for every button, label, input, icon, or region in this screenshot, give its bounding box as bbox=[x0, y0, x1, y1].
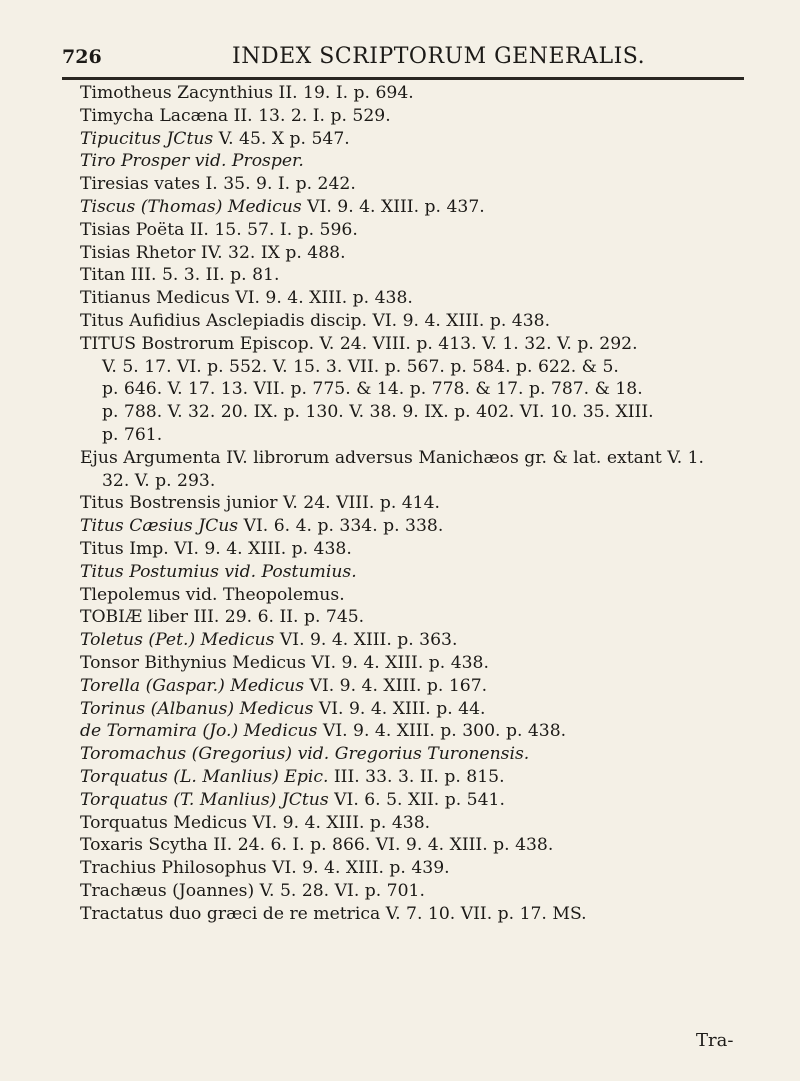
index-entry bbox=[80, 698, 760, 721]
index-entry: Torquatus Medicus VI. 9. 4. XIII. p. 438. bbox=[80, 812, 431, 833]
index-entry bbox=[80, 515, 760, 538]
index-entry: Titus Imp. VI. 9. 4. XIII. p. 438. bbox=[80, 538, 352, 559]
entry-name: Titus Cæsius JCus bbox=[80, 516, 239, 537]
index-entry bbox=[80, 128, 760, 151]
index-entry bbox=[80, 196, 760, 219]
entry-reference: VI. 9. 4. XIII. p. 44. bbox=[313, 698, 486, 719]
entry-reference: VI. 9. 4. XIII. p. 167. bbox=[304, 675, 488, 696]
header-rule bbox=[62, 77, 744, 80]
index-entry: Trachius Philosophus VI. 9. 4. XIII. p. 439. bbox=[80, 858, 450, 879]
entry-name: Tipucitus JCtus bbox=[80, 128, 214, 149]
index-entry: Tractatus duo græci de re metrica V. 7. 10. VII. p. 17. MS. bbox=[80, 903, 587, 924]
index-entry: TOBIÆ liber III. 29. 6. II. p. 745. bbox=[80, 607, 365, 628]
index-entry: p. 646. V. 17. 13. VII. p. 775. & 14. p. 778. & 17. p. 787. & 18. bbox=[102, 379, 643, 400]
index-entry: Toxaris Scytha II. 24. 6. I. p. 866. VI. 9. 4. XIII. p. 438. bbox=[80, 835, 554, 856]
index-entry bbox=[80, 720, 760, 743]
index-entry: TITUS Bostrorum Episcop. V. 24. VIII. p. 413. V. 1. 32. V. p. 292. bbox=[80, 333, 638, 354]
entry-name: Torinus (Albanus) Medicus bbox=[80, 698, 314, 719]
index-entry: Timycha Lacæna II. 13. 2. I. p. 529. bbox=[80, 105, 391, 126]
entry-reference: VI. 9. 4. XIII. p. 437. bbox=[301, 196, 485, 217]
entry-reference: VI. 6. 4. p. 334. p. 338. bbox=[238, 516, 444, 537]
index-entry bbox=[80, 766, 760, 789]
index-entry: Tonsor Bithynius Medicus VI. 9. 4. XIII. p. 438. bbox=[80, 652, 489, 673]
page-number: 726 bbox=[62, 46, 102, 68]
index-entry bbox=[80, 629, 760, 652]
index-entry: Tisias Poëta II. 15. 57. I. p. 596. bbox=[80, 219, 358, 240]
index-entry: Titianus Medicus VI. 9. 4. XIII. p. 438. bbox=[80, 288, 413, 309]
index-entry: Titus Postumius vid. Postumius. bbox=[80, 561, 357, 582]
entry-name: Torquatus (L. Manlius) Epic. bbox=[80, 766, 329, 787]
index-entry: Tiresias vates I. 35. 9. I. p. 242. bbox=[80, 174, 356, 195]
index-entry: Tiro Prosper vid. Prosper. bbox=[80, 151, 304, 172]
index-entry: Tisias Rhetor IV. 32. IX p. 488. bbox=[80, 242, 346, 263]
entry-reference: VI. 6. 5. XII. p. 541. bbox=[328, 789, 505, 810]
catchword: Tra- bbox=[696, 1030, 734, 1051]
index-entry bbox=[80, 675, 760, 698]
index-entry: p. 788. V. 32. 20. IX. p. 130. V. 38. 9. IX. p. 402. VI. 10. 35. XIII. bbox=[102, 402, 654, 423]
entry-name: Tiscus (Thomas) Medicus bbox=[80, 196, 302, 217]
entry-reference: III. 33. 3. II. p. 815. bbox=[328, 766, 505, 787]
entry-reference: V. 45. X p. 547. bbox=[213, 128, 350, 149]
index-entry: V. 5. 17. VI. p. 552. V. 15. 3. VII. p. 567. p. 584. p. 622. & 5. bbox=[102, 356, 619, 377]
entry-name: Torquatus (T. Manlius) JCtus bbox=[80, 789, 329, 810]
index-entry: Titus Aufidius Asclepiadis discip. VI. 9. 4. XIII. p. 438. bbox=[80, 310, 551, 331]
index-entry: Trachæus (Joannes) V. 5. 28. VI. p. 701. bbox=[80, 880, 425, 901]
index-entry: Toromachus (Gregorius) vid. Gregorius Turonensis. bbox=[80, 744, 530, 765]
page-header bbox=[62, 40, 752, 76]
index-entry: Ejus Argumenta IV. librorum adversus Manichæos gr. & lat. extant V. 1. bbox=[80, 447, 705, 468]
index-entry bbox=[80, 789, 760, 812]
running-title: INDEX SCRIPTORUM GENERALIS. bbox=[232, 44, 646, 69]
entry-reference: VI. 9. 4. XIII. p. 363. bbox=[274, 630, 458, 651]
index-entry: p. 761. bbox=[102, 424, 163, 445]
index-entry: Tlepolemus vid. Theopolemus. bbox=[80, 584, 345, 605]
entry-name: Toletus (Pet.) Medicus bbox=[80, 630, 275, 651]
index-entry: Titus Bostrensis junior V. 24. VIII. p. 414. bbox=[80, 493, 441, 514]
index-entries bbox=[80, 82, 760, 925]
entry-name: Torella (Gaspar.) Medicus bbox=[80, 675, 305, 696]
index-entry: 32. V. p. 293. bbox=[102, 470, 216, 491]
index-entry: Titan III. 5. 3. II. p. 81. bbox=[80, 265, 280, 286]
index-entry: Timotheus Zacynthius II. 19. I. p. 694. bbox=[80, 83, 414, 103]
entry-reference: VI. 9. 4. XIII. p. 300. p. 438. bbox=[317, 721, 567, 742]
entry-name: de Tornamira (Jo.) Medicus bbox=[80, 721, 318, 742]
